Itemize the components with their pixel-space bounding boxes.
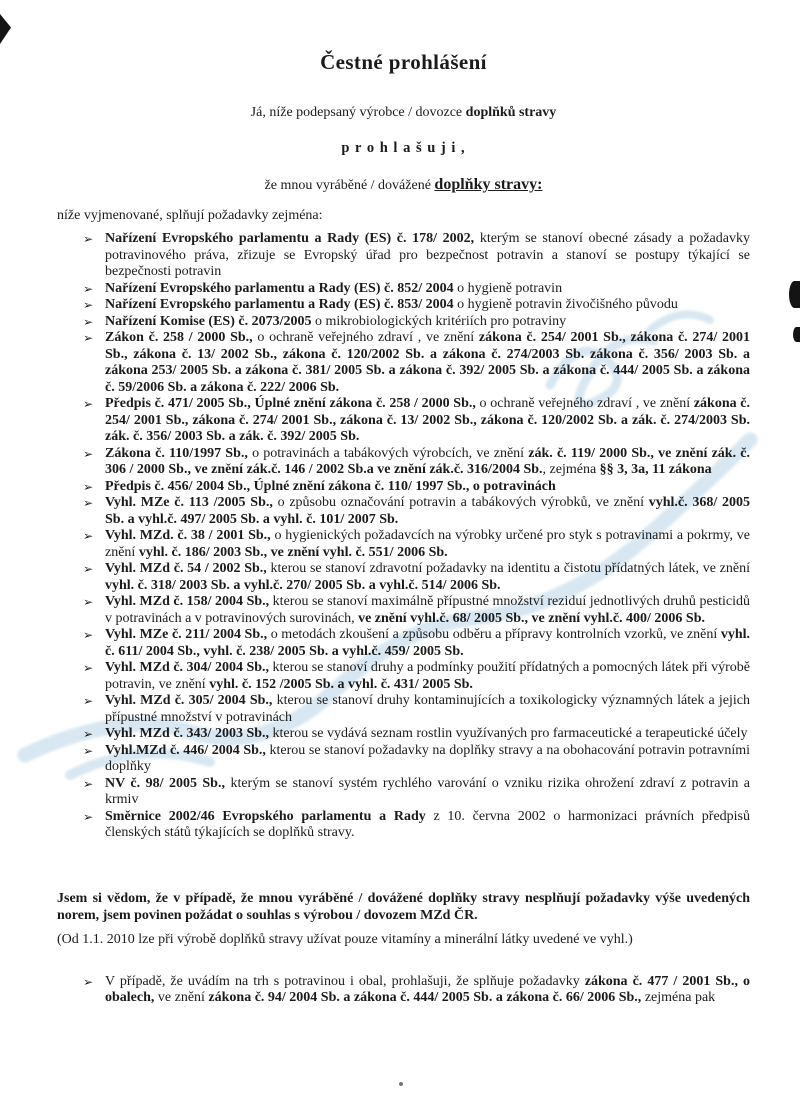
regulation-description: kterou se stanoví zdravotní požadavky na identitu a čistotu přídatných látek, ve znění: [266, 561, 750, 576]
regulation-reference: vyhl. č. 611/ 2004 Sb., vyhl. č. 238/ 2005 Sb. a vyhl.č. 459/ 2005 Sb.: [105, 627, 750, 659]
regulation-item: [57, 330, 750, 396]
regulation-description: kterou se stanoví maximálně přípustné množství reziduí jednotlivých druhů pesticidů v potravinách a v potravinových surovinách,: [105, 594, 750, 626]
arrow-bullet-icon: ➢: [83, 529, 94, 543]
arrow-bullet-icon: ➢: [83, 479, 94, 494]
regulation-reference: Zákona č. 110/1997 Sb.,: [105, 445, 248, 461]
regulation-reference: Nařízení Evropského parlamentu a Rady (ES) č. 178/ 2002,: [105, 231, 475, 246]
regulation-description: o ochraně veřejného zdraví , ve znění: [475, 396, 694, 411]
regulation-reference: Nařízení Evropského parlamentu a Rady (ES) č. 853/ 2004: [105, 297, 454, 312]
regulation-reference: zákona č. 94/ 2004 Sb. a zákona č. 444/ 2005 Sb. a zákona č. 66/ 2006 Sb.,: [208, 990, 642, 1005]
regulation-reference: Vyhl. MZe č. 211/ 2004 Sb.,: [105, 627, 268, 642]
scan-artifact-right-2: [793, 327, 800, 342]
intro-line-2-emphasis: doplňky stravy:: [434, 176, 543, 193]
regulation-reference: Vyhl. MZe č. 113 /2005 Sb.,: [105, 495, 273, 510]
regulation-item: [57, 726, 750, 743]
arrow-bullet-icon: ➢: [83, 595, 94, 609]
regulation-item: [57, 396, 750, 446]
regulation-item: [57, 528, 750, 561]
regulation-reference: ve znění vyhl.č. 68/ 2005 Sb., ve znění vyhl.č. 400/ 2006 Sb.: [358, 610, 706, 626]
regulation-reference: vyhl. č. 152 /2005 Sb. a vyhl. č. 431/ 2005 Sb.: [209, 676, 473, 692]
regulation-description: o způsobu označování potravin a tabákových výrobků, ve znění: [272, 495, 649, 510]
regulation-reference: Vyhl. MZd č. 54 / 2002 Sb.,: [105, 561, 267, 576]
regulation-reference: zákona č. 477 / 2001 Sb., o obalech,: [105, 973, 750, 1005]
regulation-description: o potravinách a tabákových výrobcích, ve znění: [247, 445, 529, 461]
regulation-reference: zák. č. 119/ 2000 Sb., ve znění zák. č. 306 / 2000 Sb., ve znění zák.č. 146 / 2002 Sb.a ve znění zák.č. 316/2004 Sb.: [105, 445, 750, 477]
regulation-item: [57, 809, 750, 842]
regulation-description: ve znění: [154, 990, 209, 1005]
intro-line-1-bold: doplňků stravy: [465, 105, 557, 120]
regulation-item: [57, 297, 750, 314]
regulation-description: o ochraně veřejného zdraví , ve znění: [252, 330, 479, 345]
regulation-reference: vyhl.č. 368/ 2005 Sb. a vyhl.č. 497/ 2005 Sb. a vyhl. č. 101/ 2007 Sb.: [105, 495, 750, 527]
regulation-item: [57, 561, 750, 594]
regulation-item: [57, 974, 750, 1007]
regulation-description: , zejména: [542, 462, 600, 477]
regulation-item: [57, 446, 750, 479]
final-list: [57, 974, 750, 1007]
regulation-item: [57, 495, 750, 528]
regulation-description: kterou se stanoví druhy kontaminujících a toxikologicky významných látek a jejich přípustné množství v potravinách: [105, 693, 751, 725]
regulations-list: [57, 231, 750, 842]
regulation-item: [57, 231, 750, 281]
regulation-reference: Nařízení Komise (ES) č. 2073/2005: [105, 313, 312, 329]
regulation-item: [57, 314, 750, 331]
regulation-description: zejména pak: [641, 990, 716, 1005]
arrow-bullet-icon: ➢: [83, 562, 94, 576]
regulation-reference: NV č. 98/ 2005 Sb.,: [105, 775, 225, 791]
arrow-bullet-icon: ➢: [83, 496, 94, 510]
regulation-reference: Vyhl. MZd č. 343/ 2003 Sb.,: [105, 726, 270, 741]
regulation-item: [57, 594, 750, 627]
regulation-reference: Vyhl. MZd. č. 38 / 2001 Sb.,: [105, 528, 271, 543]
regulation-reference: Směrnice 2002/46 Evropského parlamentu a Rady: [105, 808, 426, 824]
intro-line-1-text: Já, níže podepsaný výrobce / dovozce: [250, 105, 466, 120]
arrow-bullet-icon: ➢: [83, 232, 94, 246]
arrow-bullet-icon: ➢: [83, 281, 94, 296]
regulation-reference: §§ 3, 3a, 11 zákona: [599, 462, 712, 477]
regulation-reference: Zákon č. 258 / 2000 Sb.,: [105, 330, 253, 345]
regulation-description: kterou se vydává seznam rostlin využívaných pro farmaceutické a terapeutické účely: [269, 726, 748, 741]
page-title: Čestné prohlášení: [320, 50, 487, 74]
regulation-item: [57, 743, 750, 776]
regulation-description: kterou se stanoví požadavky na doplňky stravy a na obohacování potravin potravními doplňky: [105, 742, 750, 774]
regulation-description: o hygienických požadavcích na výrobky určené pro styk s potravinami a pokrmy, ve znění: [105, 528, 751, 560]
regulation-item: [57, 776, 750, 809]
scan-artifact-top-left: [0, 14, 11, 44]
arrow-bullet-icon: ➢: [83, 397, 94, 411]
regulation-description: z 10. června 2002 o harmonizaci právních předpisů členských států týkajících se doplňků stravy.: [105, 808, 750, 840]
regulation-reference: Předpis č. 456/ 2004 Sb., Úplné znění zákona č. 110/ 1997 Sb., o potravinách: [105, 478, 556, 494]
regulation-description: o metodách zkoušení a způsobu odběru a přípravy kontrolních vzorků, ve znění: [267, 627, 721, 642]
scan-artifact-right-1: [789, 281, 800, 308]
closing-note: Jsem si vědom, že v případě, že mnou vyráběné / dovážené doplňky stravy nesplňují požadavky výše uvedených norem, jsem povinen požádat o souhlas s výrobou / dovozem MZd ČR.: [57, 890, 750, 923]
regulation-reference: Vyhl. MZd č. 158/ 2004 Sb.,: [105, 594, 270, 609]
arrow-bullet-icon: ➢: [83, 776, 94, 791]
regulation-description: V případě, že uvádím na trh s potravinou i obal, prohlašuji, že splňuje požadavky: [105, 973, 585, 989]
arrow-bullet-icon: ➢: [83, 727, 94, 741]
regulation-item: [57, 479, 750, 496]
arrow-bullet-icon: ➢: [83, 661, 94, 675]
regulation-reference: Nařízení Evropského parlamentu a Rady (ES) č. 852/ 2004: [105, 280, 454, 296]
arrow-bullet-icon: ➢: [83, 314, 94, 329]
list-lead: níže vyjmenované, splňují požadavky zejména:: [57, 208, 323, 223]
regulation-reference: Vyhl. MZd č. 305/ 2004 Sb.,: [105, 693, 273, 708]
arrow-bullet-icon: ➢: [83, 446, 94, 461]
arrow-bullet-icon: ➢: [83, 298, 94, 312]
arrow-bullet-icon: ➢: [83, 331, 94, 345]
regulation-description: o hygieně potravin živočišného původu: [453, 297, 678, 312]
arrow-bullet-icon: ➢: [83, 809, 94, 824]
regulation-reference: Předpis č. 471/ 2005 Sb., Úplné znění zákona č. 258 / 2000 Sb.,: [105, 396, 476, 411]
regulation-description: o mikrobiologických kritériích pro potraviny: [311, 313, 567, 329]
regulation-description: kterým se stanoví obecné zásady a požadavky potravinového práva, zřizuje se Evropský úřad pro bezpečnost potravin a stanoví se postupy týkající se bezpečnosti potravin: [105, 231, 750, 279]
regulation-description: o hygieně potravin: [453, 280, 563, 296]
regulation-reference: Vyhl.MZd č. 446/ 2004 Sb.,: [105, 742, 266, 758]
regulation-reference: Vyhl. MZd č. 304/ 2004 Sb.,: [105, 660, 270, 675]
regulation-reference: vyhl. č. 318/ 2003 Sb. a vyhl.č. 270/ 2005 Sb. a vyhl.č. 514/ 2006 Sb.: [105, 577, 501, 593]
arrow-bullet-icon: ➢: [83, 743, 94, 758]
intro-line-2-text: že mnou vyráběné / dovážené: [264, 178, 435, 193]
scan-artifact-bottom-dot: [399, 1082, 403, 1086]
regulation-reference: vyhl. č. 186/ 2003 Sb., ve znění vyhl. č. 551/ 2006 Sb.: [138, 544, 448, 560]
intro-line-2: [57, 176, 750, 194]
regulation-reference: zákona č. 254/ 2001 Sb., zákona č. 274/ 2001 Sb., zákona č. 13/ 2002 Sb., zákona č. 120/2002 Sb. a zák. č. 274/2003 Sb. zák. č. 356/ 2003 Sb. a zák. č. 392/ 2005 Sb.: [105, 396, 751, 444]
regulation-item: [57, 660, 750, 693]
regulation-item: [57, 281, 750, 298]
regulation-description: kterou se stanoví druhy a podmínky použití přídatných a pomocných látek při výrobě potravin, ve znění: [105, 660, 750, 692]
intro-line-1: [57, 105, 750, 121]
arrow-bullet-icon: ➢: [83, 628, 94, 642]
declaration-word: p r o h l a š u j i ,: [341, 140, 466, 156]
regulation-item: [57, 693, 750, 726]
regulation-description: kterým se stanoví systém rychlého varování o vzniku rizika ohrožení zdraví z potravin a krmiv: [105, 775, 750, 807]
arrow-bullet-icon: ➢: [83, 974, 94, 989]
regulation-reference: zákona č. 254/ 2001 Sb., zákona č. 274/ 2001 Sb., zákona č. 13/ 2002 Sb., zákona č. 120/2002 Sb. a zákona č. 274/2003 Sb. zákona č. 356/ 2003 Sb. a zákona 253/ 2005 Sb. a zákona č. 381/ 2005 Sb. a zákona č. 392/ 2005 Sb. a zákona č. 444/ 2005 Sb. a zákona č. 59/2006 Sb. a zákona č. 222/ 2006 Sb.: [105, 330, 750, 395]
arrow-bullet-icon: ➢: [83, 694, 94, 708]
parenthetical-note: (Od 1.1. 2010 lze při výrobě doplňků stravy užívat pouze vitamíny a minerální látky uvedené ve vyhl.): [57, 931, 633, 947]
regulation-item: [57, 627, 750, 660]
